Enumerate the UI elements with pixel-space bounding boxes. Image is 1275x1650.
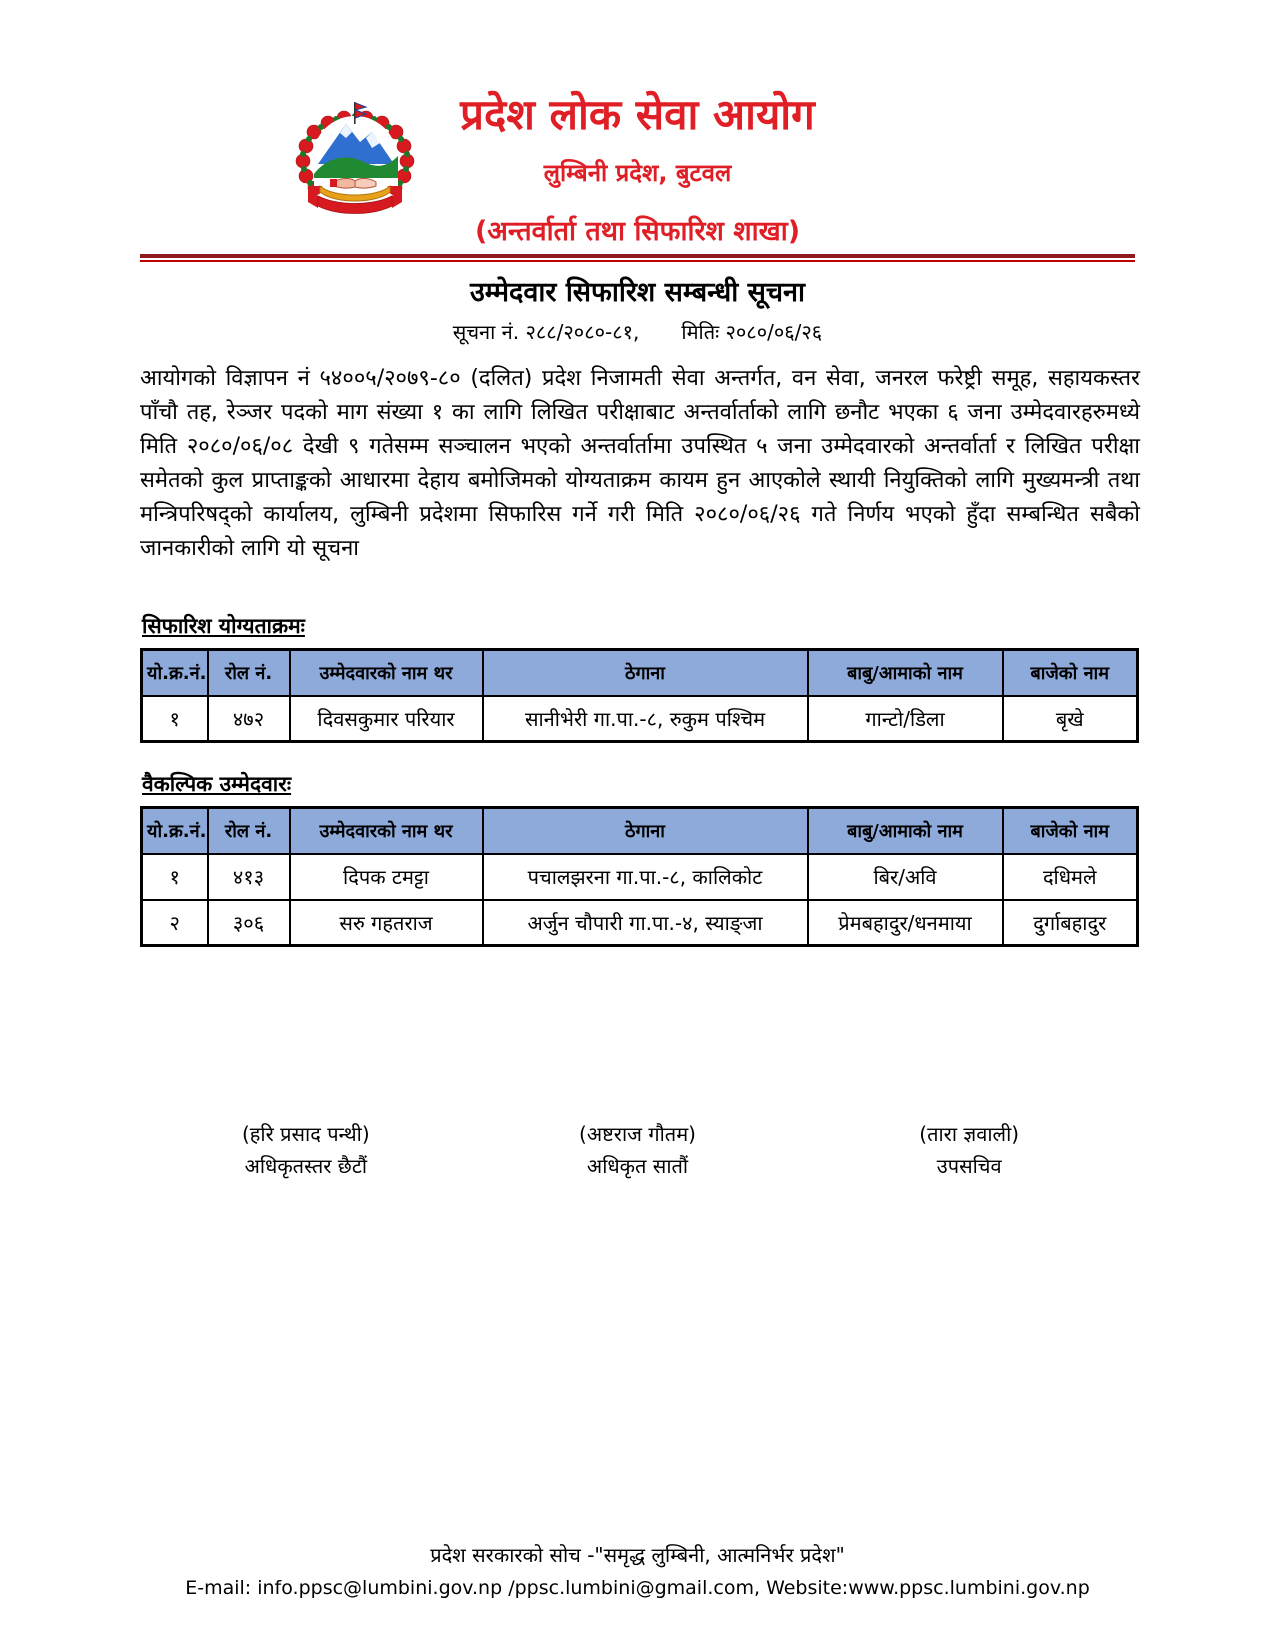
signature-block <box>140 1118 1135 1182</box>
col-merit-no: यो.क्र.नं. <box>142 808 208 854</box>
cell-grandfather-name: दुर्गाबहादुर <box>1003 900 1138 946</box>
signatory-title: अधिकृत सातौं <box>586 1154 689 1178</box>
recommended-heading: सिफारिश योग्यताक्रमः <box>142 614 305 638</box>
cell-parents-name: प्रेमबहादुर/धनमाया <box>808 900 1003 946</box>
col-address: ठेगाना <box>483 650 808 696</box>
notice-number: सूचना नं. २८८/२०८०-८१, <box>452 320 640 344</box>
recommended-table <box>140 648 1139 743</box>
table-header-row <box>142 650 1138 696</box>
alternates-heading: वैकल्पिक उम्मेदवारः <box>142 772 292 796</box>
notice-title: उम्मेदवार सिफारिश सम्बन्धी सूचना <box>470 277 805 308</box>
nepal-emblem-icon <box>288 94 422 216</box>
notice-meta <box>0 318 1275 345</box>
table-row <box>142 696 1138 742</box>
letterhead <box>0 92 1275 248</box>
col-grandfather-name: बाजेको नाम <box>1003 808 1138 854</box>
signature-1 <box>140 1118 472 1182</box>
table-row <box>142 854 1138 900</box>
org-name: प्रदेश लोक सेवा आयोग <box>460 90 815 139</box>
org-subtitle: लुम्बिनी प्रदेश, बुटवल <box>543 159 732 188</box>
col-grandfather-name: बाजेको नाम <box>1003 650 1138 696</box>
cell-address: अर्जुन चौपारी गा.पा.-४, स्याङ्जा <box>483 900 808 946</box>
alternates-table <box>140 806 1139 947</box>
cell-parents-name: बिर/अवि <box>808 854 1003 900</box>
cell-candidate-name: सरु गहतराज <box>290 900 483 946</box>
cell-grandfather-name: दधिमले <box>1003 854 1138 900</box>
org-branch: (अन्तर्वार्ता तथा सिफारिश शाखा) <box>474 216 801 248</box>
signatory-title: उपसचिव <box>936 1154 1002 1178</box>
table-header-row <box>142 808 1138 854</box>
cell-roll-no: ३०६ <box>208 900 290 946</box>
notice-date: मितिः २०८०/०६/२६ <box>681 320 823 344</box>
notice-body: आयोगको विज्ञापन नं ५४००५/२०७९-८० (दलित) प्रदेश निजामती सेवा अन्तर्गत, वन सेवा, जनरल फरेष्ट्री समूह, सहायकस्तर पाँचौ तह, रेञ्जर पदको माग संख्या १ का लागि लिखित परीक्षाबाट अन्तर्वार्ताको लागि छनौट भएका ६ जना उम्मेदवारहरुमध्ये मिति २०८०/०६/०८ देखी ९ गतेसम्म सञ्चालन भएको अन्तर्वार्तामा उपस्थित ५ जना उम्मेदवारको अन्तर्वार्ता र लिखित परीक्षा समेतको कुल प्राप्ताङ्कको आधारमा देहाय बमोजिमको योग्यताक्रम कायम हुन आएकोले स्थायी नियुक्तिको लागि मुख्यमन्त्री तथा मन्त्रिपरिषद्को कार्यालय, लुम्बिनी प्रदेशमा सिफारिस गर्ने गरी मिति २०८०/०६/२६ गते निर्णय भएको हुँदा सम्बन्धित सबैको जानकारीको लागि यो सूचना <box>140 366 1140 561</box>
table-row <box>142 900 1138 946</box>
cell-grandfather-name: बृखे <box>1003 696 1138 742</box>
cell-parents-name: गान्टो/डिला <box>808 696 1003 742</box>
signature-2 <box>472 1118 804 1182</box>
cell-address: पचालझरना गा.पा.-८, कालिकोट <box>483 854 808 900</box>
signatory-name: (हरि प्रसाद पन्थी) <box>242 1122 370 1146</box>
signatory-title: अधिकृतस्तर छैटौं <box>244 1154 368 1178</box>
footer-motto: प्रदेश सरकारको सोच -"समृद्ध लुम्बिनी, आत्मनिर्भर प्रदेश" <box>430 1543 845 1567</box>
cell-roll-no: ४७२ <box>208 696 290 742</box>
col-candidate-name: उम्मेदवारको नाम थर <box>290 808 483 854</box>
signatory-name: (तारा ज्ञवाली) <box>919 1122 1020 1146</box>
cell-candidate-name: दिपक टमट्टा <box>290 854 483 900</box>
col-parents-name: बाबु/आमाको नाम <box>808 650 1003 696</box>
header-divider <box>140 254 1135 262</box>
footer-contact: E-mail: info.ppsc@lumbini.gov.np /ppsc.lumbini@gmail.com, Website:www.ppsc.lumbini.gov.np <box>185 1577 1090 1599</box>
signature-3 <box>803 1118 1135 1182</box>
cell-roll-no: ४१३ <box>208 854 290 900</box>
col-roll-no: रोल नं. <box>208 650 290 696</box>
col-roll-no: रोल नं. <box>208 808 290 854</box>
col-parents-name: बाबु/आमाको नाम <box>808 808 1003 854</box>
col-candidate-name: उम्मेदवारको नाम थर <box>290 650 483 696</box>
col-merit-no: यो.क्र.नं. <box>142 650 208 696</box>
col-address: ठेगाना <box>483 808 808 854</box>
cell-merit-no: १ <box>142 854 208 900</box>
signatory-name: (अष्टराज गौतम) <box>579 1122 696 1146</box>
cell-merit-no: १ <box>142 696 208 742</box>
cell-merit-no: २ <box>142 900 208 946</box>
cell-candidate-name: दिवसकुमार परियार <box>290 696 483 742</box>
cell-address: सानीभेरी गा.पा.-८, रुकुम पश्चिम <box>483 696 808 742</box>
